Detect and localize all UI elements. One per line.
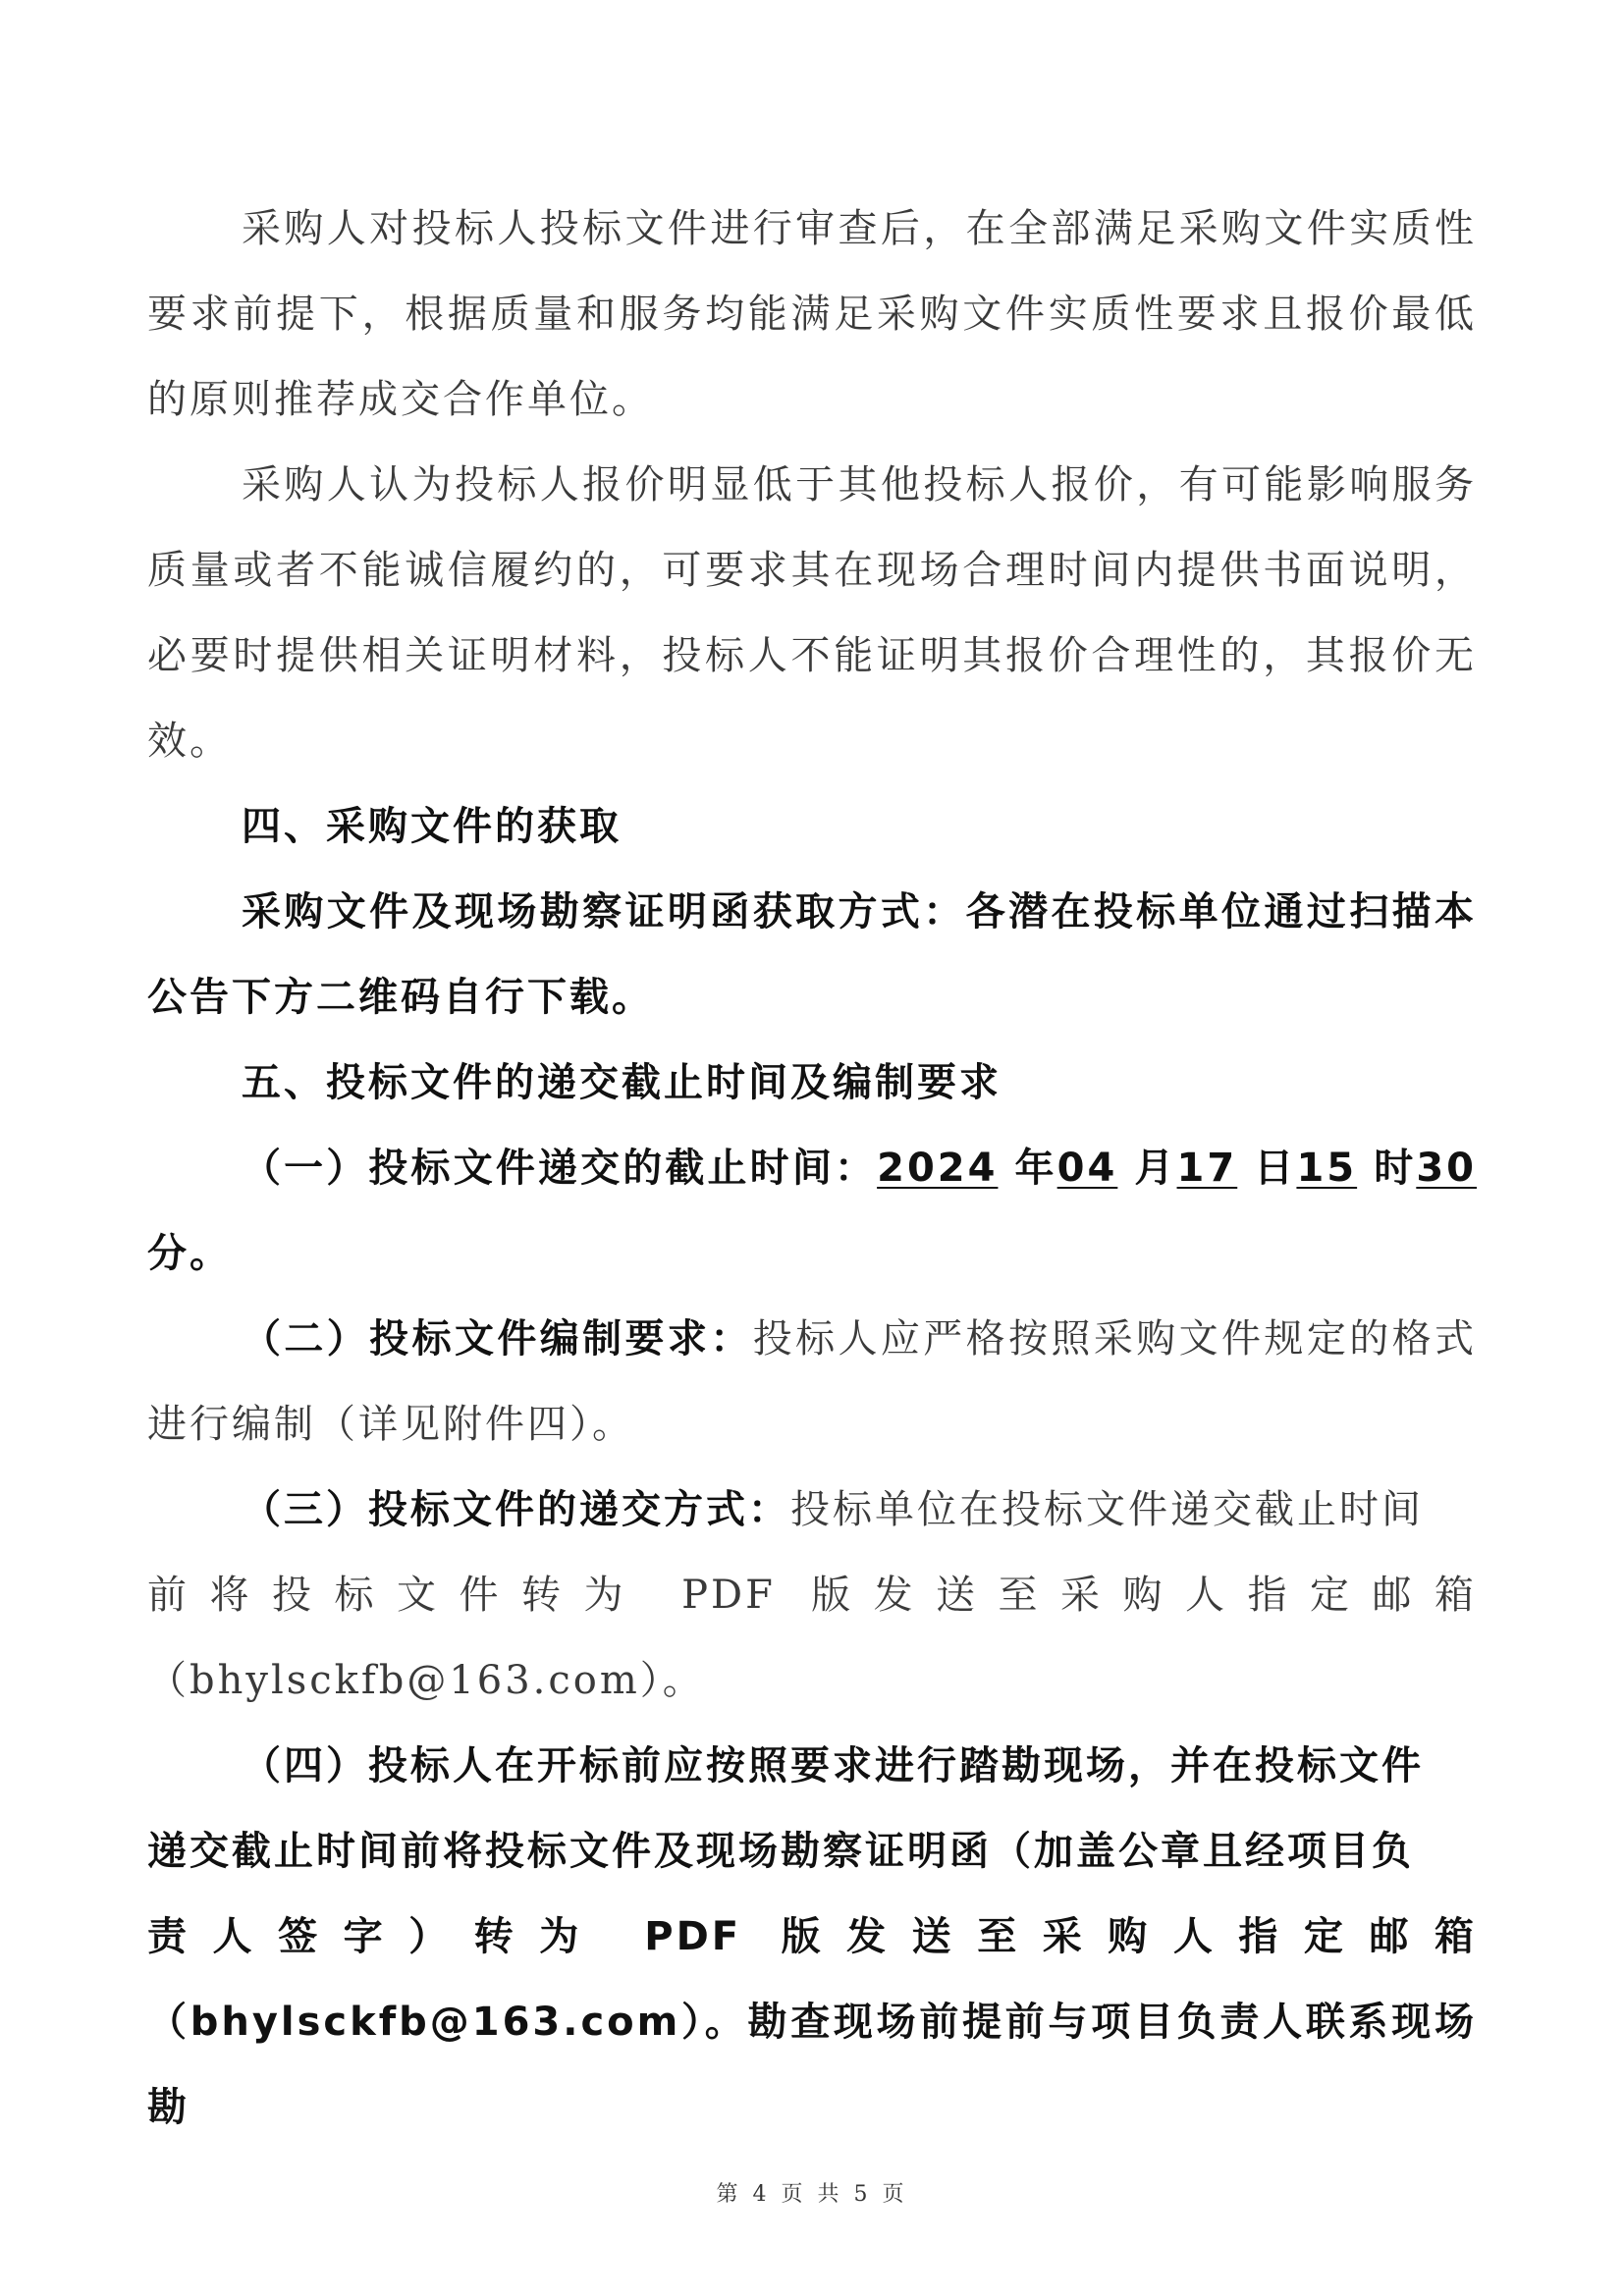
section-heading-5: 五、投标文件的递交截止时间及编制要求 bbox=[242, 1060, 1001, 1105]
deadline-year: 2024 bbox=[877, 1146, 999, 1191]
section-heading-4: 四、采购文件的获取 bbox=[242, 804, 622, 849]
deadline-hour-unit: 时 bbox=[1374, 1146, 1417, 1191]
deadline-minute: 30 bbox=[1416, 1146, 1477, 1191]
site-visit-line3: 责人签字）转为 PDF 版发送至采购人指定邮箱 bbox=[147, 1914, 1477, 1959]
deadline-month: 04 bbox=[1056, 1146, 1118, 1191]
deadline-minute-unit: 分。 bbox=[147, 1231, 232, 1276]
paragraph-file-acquisition: 采购文件及现场勘察证明函获取方式：各潜在投标单位通过扫描本公告下方二维码自行下载。 bbox=[147, 889, 1477, 1020]
deadline-hour: 15 bbox=[1296, 1146, 1358, 1191]
paragraph-review: 采购人对投标人投标文件进行审查后，在全部满足采购文件实质性要求前提下，根据质量和服务均能满足采购文件实质性要求且报价最低的原则推荐成交合作单位。 bbox=[147, 206, 1477, 422]
format-requirement-label: （二）投标文件编制要求： bbox=[242, 1316, 753, 1362]
site-visit-line1: （四）投标人在开标前应按照要求进行踏勘现场，并在投标文件 bbox=[242, 1743, 1424, 1789]
page-number-footer: 第 4 页 共 5 页 bbox=[716, 2182, 908, 2207]
deadline-day-unit: 日 bbox=[1254, 1146, 1297, 1191]
submission-method-label: （三）投标文件的递交方式： bbox=[242, 1487, 790, 1532]
deadline-day: 17 bbox=[1176, 1146, 1238, 1191]
submission-method-text-1: 投标单位在投标文件递交截止时间 bbox=[790, 1487, 1424, 1532]
submission-method-line1 bbox=[147, 1468, 1477, 1553]
format-requirement-text: 投标人应严格按照采购文件规定的格式进行编制（详见附件四）。 bbox=[147, 1316, 1478, 1447]
site-visit-line2: 递交截止时间前将投标文件及现场勘察证明函（加盖公章且经项目负 bbox=[147, 1829, 1414, 1874]
deadline-paragraph bbox=[147, 1126, 1477, 1297]
deadline-label: （一）投标文件递交的截止时间： bbox=[242, 1146, 878, 1191]
paragraph-low-price: 采购人认为投标人报价明显低于其他投标人报价，有可能影响服务质量或者不能诚信履约的，可要求其在现场合理时间内提供书面说明，必要时提供相关证明材料，投标人不能证明其报价合理性的，其报价无效。 bbox=[147, 462, 1477, 764]
site-visit-line4: （bhylsckfb@163.com）。勘查现场前提前与项目负责人联系现场勘 bbox=[147, 2000, 1477, 2130]
format-requirement-paragraph bbox=[147, 1297, 1477, 1468]
document-body bbox=[147, 187, 1477, 2151]
submission-method-email: （bhylsckfb@163.com）。 bbox=[147, 1658, 705, 1703]
deadline-year-unit: 年 bbox=[1014, 1146, 1057, 1191]
deadline-month-unit: 月 bbox=[1134, 1146, 1177, 1191]
submission-method-line2: 前将投标文件转为 PDF 版发送至采购人指定邮箱 bbox=[147, 1573, 1477, 1618]
